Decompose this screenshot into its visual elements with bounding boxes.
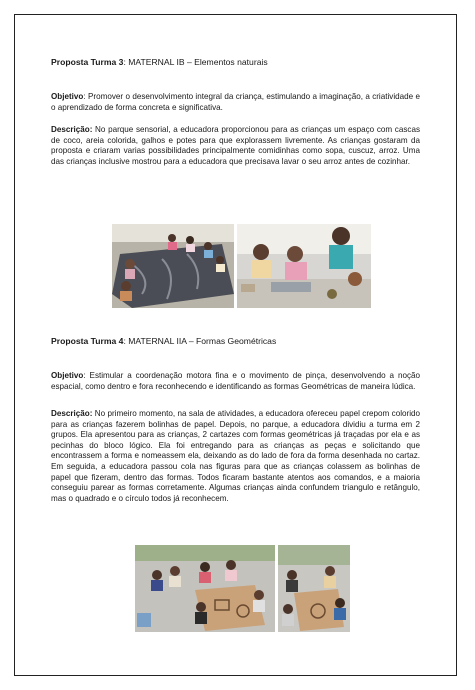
section3-heading-rest: : MATERNAL IB – Elementos naturais [123,57,268,67]
section3-objetivo [51,92,420,113]
section4-objetivo [51,371,420,392]
section4-objetivo-label: Objetivo [51,371,84,380]
section4-descricao-label: Descrição: [51,409,93,418]
photo-children-tarp [112,224,234,308]
section4-heading [51,336,276,346]
section4-descricao-text: No primeiro momento, na sala de atividades, a educadora ofereceu papel crepom colorido para as crianças fazerem bolinhas de papel. Depois, no parque, a educadora dividiu a turma em 2 grupos. Ela apresentou para as crianças, 2 cartazes com formas geométricas já traçadas por ela e as pecinhas do bloco lógico. Ela foi entregando para as crianças as peças e solicitando que encontrassem a forma e nomeassem ela, deixando as do lado de fora da forma desenhada no cartaz. Em seguida, a educadora passou cola nas figuras para que as crianças colassem as bolinhas de papel que fizeram, dentro das formas. Todos ficaram bastante atentos aos comandos, e a maioria conseguiu parear as formas corretamente. Algumas crianças ainda confundem triangulo e retângulo, mas o quadrado e o círculo todos já reconhecem. [51,409,420,503]
section3-descricao [51,125,420,167]
section3-heading-bold: Proposta Turma 3 [51,57,124,67]
section3-objetivo-text: : Promover o desenvolvimento integral da criança, estimulando a imaginação, a criatividade e o aprendizado de forma concreta e significativa. [51,92,420,112]
section3-objetivo-label: Objetivo [51,92,84,101]
photo-children-shapes-poster [278,545,350,632]
photo-children-sand [237,224,371,308]
section4-heading-rest: : MATERNAL IIA – Formas Geométricas [123,336,277,346]
section3-heading [51,57,268,67]
section3-descricao-text: No parque sensorial, a educadora proporcionou para as crianças um espaço com cascas de coco, areia colorida, galhos e potes para que explorassem livremente. As crianças gostaram da proposta e criaram varias possibilidades principalmente comidinhas como sopa, cuscuz, arroz. Uma das crianças inclusive mostrou para a educadora que precisava lavar o seu arroz antes de cozinhar. [51,125,420,166]
section4-objetivo-text: : Estimular a coordenação motora fina e o movimento de pinça, desenvolvendo a noção espacial, como dentro e fora reconhecendo e identificando as formas Geométricas de maneira lúdica. [51,371,420,391]
section3-descricao-label: Descrição: [51,125,93,134]
section4-heading-bold: Proposta Turma 4 [51,336,124,346]
photo-children-shapes-group [135,545,275,632]
section4-descricao [51,409,420,504]
